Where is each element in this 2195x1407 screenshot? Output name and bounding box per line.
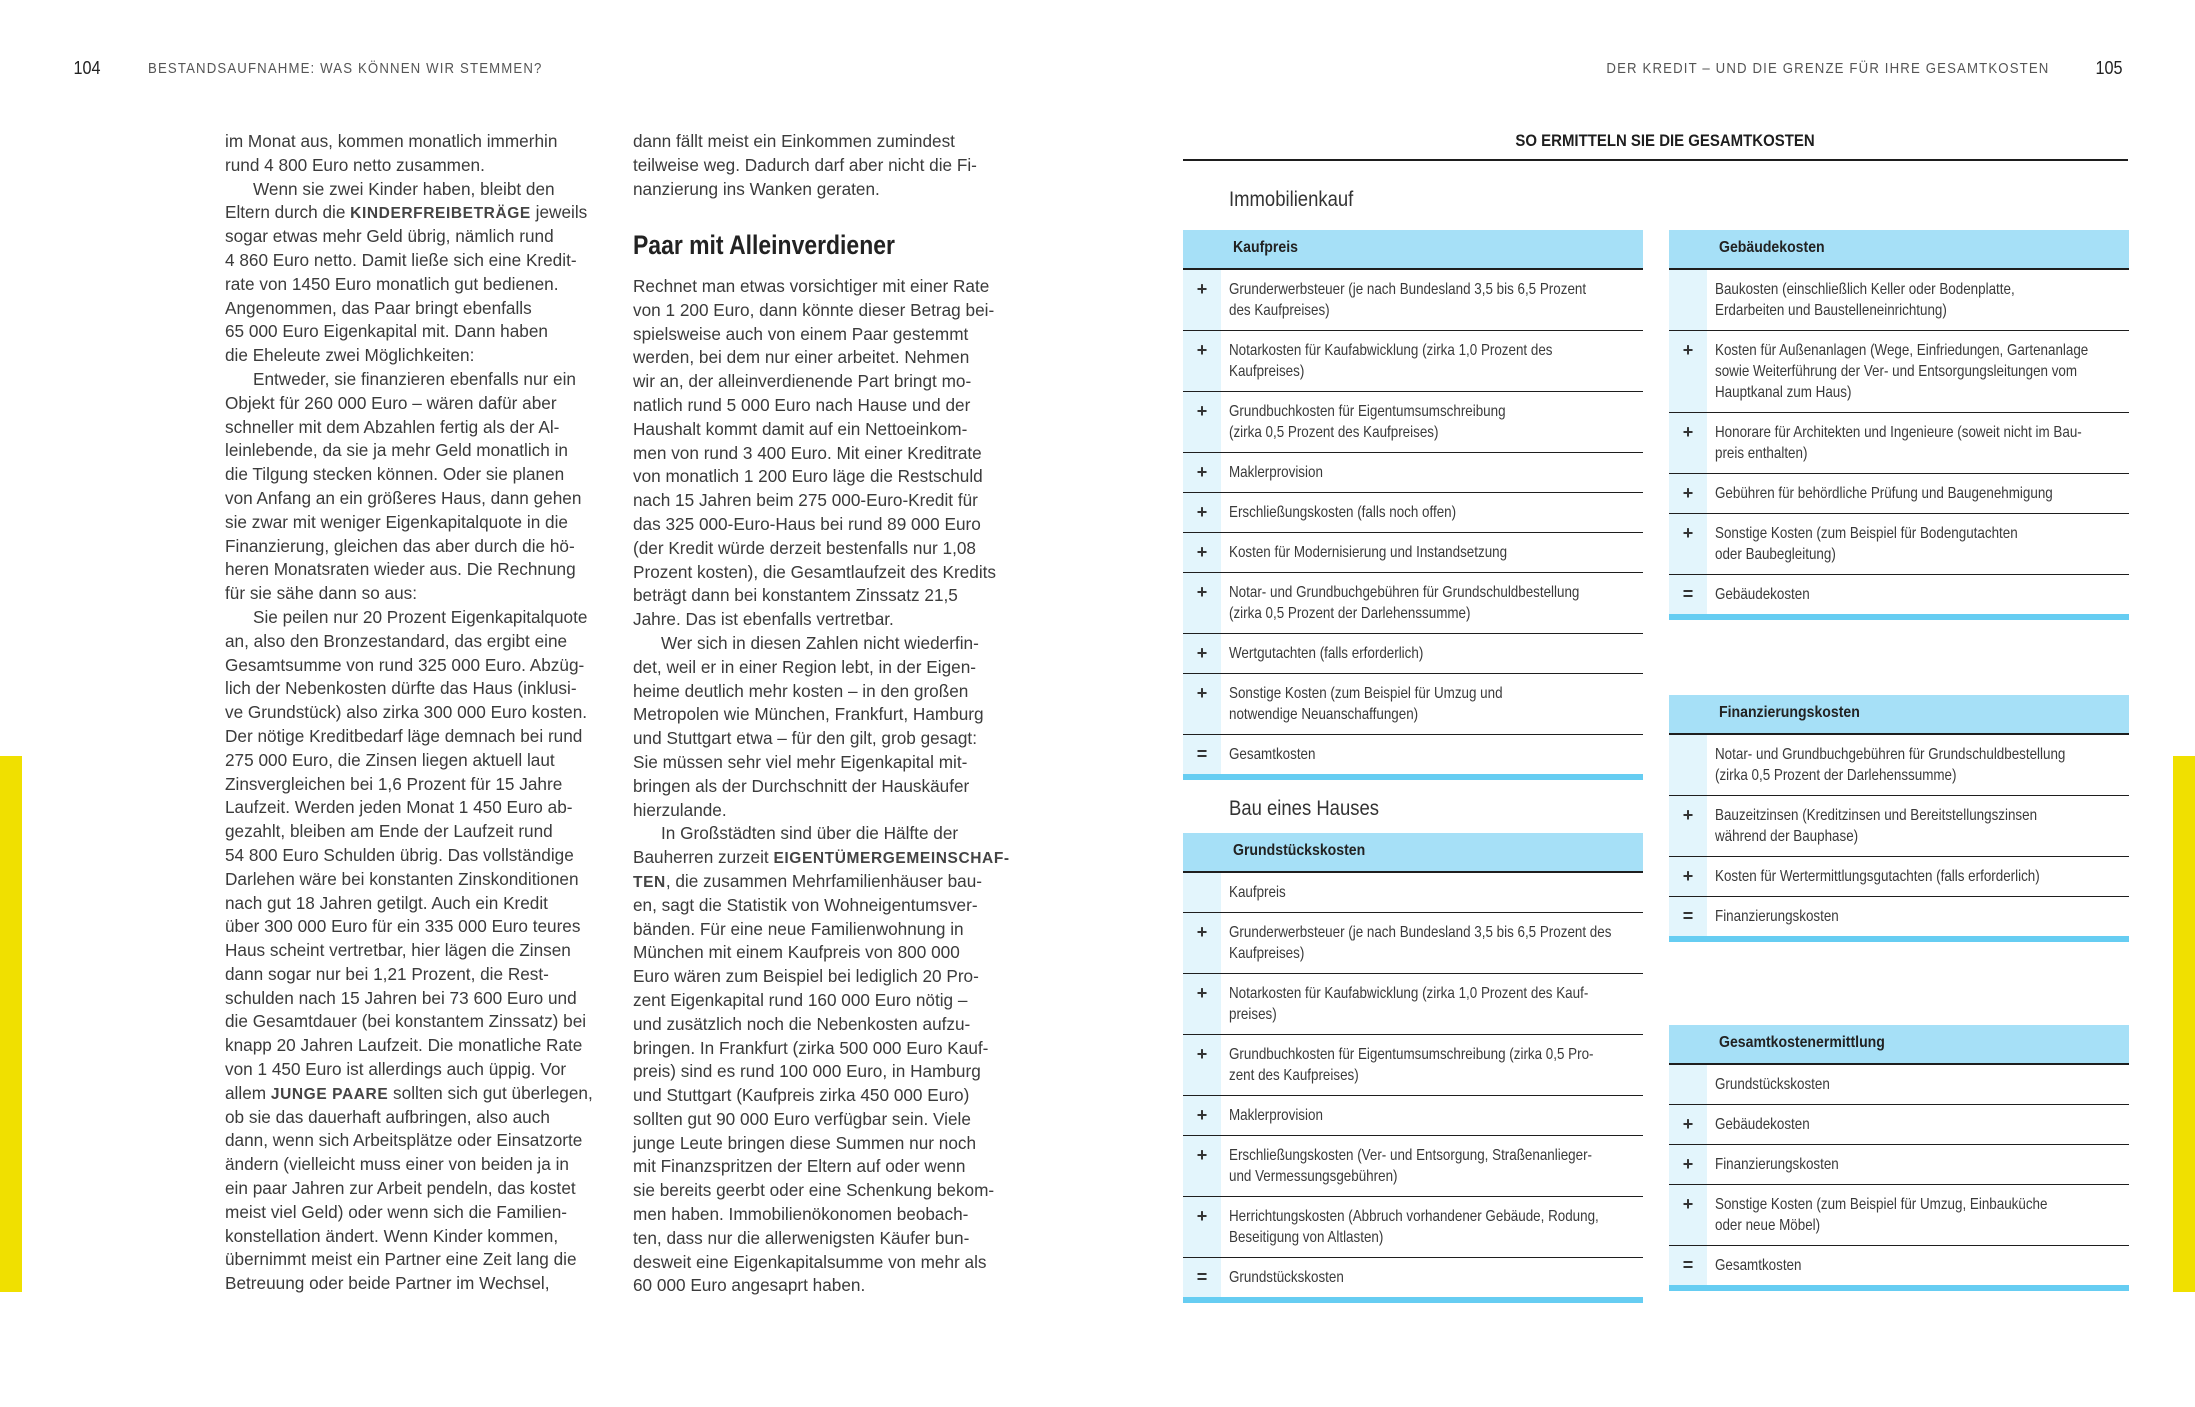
text-line: die Eheleute zwei Möglichkeiten: xyxy=(225,345,475,366)
text-line: nach 15 Jahren beim 275 000-Euro-Kredit für xyxy=(633,490,978,511)
table-cell-text xyxy=(1229,674,1642,734)
equals-icon: = xyxy=(1682,906,1694,926)
table-row xyxy=(1669,413,2129,474)
cell-line: oder Baubegleitung) xyxy=(1715,546,1836,563)
table-total-row xyxy=(1183,735,1643,774)
text-line: Der nötige Kreditbedarf läge demnach bei rund xyxy=(225,725,583,746)
plus-icon: + xyxy=(1196,643,1208,663)
text-line xyxy=(633,846,1033,870)
equals-icon: = xyxy=(1196,1267,1208,1287)
table-cell-text xyxy=(1715,1185,2128,1245)
left-page-number: 104 xyxy=(73,58,101,78)
text-line: das 325 000-Euro-Haus bei rund 89 000 Euro xyxy=(633,513,981,534)
text-line: preis) sind es rund 100 000 Euro, in Hamburg xyxy=(633,1061,981,1082)
text-line: bänden. Für eine neue Familienwohnung in xyxy=(633,918,964,939)
text-line: Darlehen wäre bei konstanten Zinskonditionen xyxy=(225,868,579,889)
text-line: 4 860 Euro netto. Damit ließe sich eine Kredit- xyxy=(225,249,577,270)
highlighted-term: JUNGE PAARE xyxy=(270,1085,389,1103)
table-cell-text xyxy=(1715,474,2128,513)
text-line: mit Finanzspritzen der Eltern auf oder wenn xyxy=(633,1156,966,1177)
text-line: spielsweise auch von einem Paar gestemmt xyxy=(633,323,969,344)
table-row xyxy=(1669,1105,2129,1145)
text-line: wir an, der alleinverdienende Part bringt mo- xyxy=(633,371,972,392)
text-line: und zusätzlich noch die Nebenkosten aufzu- xyxy=(633,1013,971,1034)
table-row xyxy=(1183,573,1643,634)
cell-line: zent des Kaufpreises) xyxy=(1229,1067,1359,1084)
table-cell-text xyxy=(1229,392,1642,452)
cell-line: Kosten für Wertermittlungsgutachten (falls erforderlich) xyxy=(1715,868,2040,885)
plus-icon: + xyxy=(1682,1154,1694,1174)
text-run: jeweils xyxy=(530,202,588,223)
left-running-head: BESTANDSAUFNAHME: WAS KÖNNEN WIR STEMMEN? xyxy=(148,60,543,77)
table-row xyxy=(1183,913,1643,974)
right-edge-marker xyxy=(2173,756,2195,1292)
table-finanzierungskosten xyxy=(1669,695,2129,942)
section-label-immobilienkauf: Immobilienkauf xyxy=(1229,188,1354,211)
cell-line: oder neue Möbel) xyxy=(1715,1217,1821,1234)
table-gebaeudekosten xyxy=(1669,230,2129,620)
cell-line: Grundbuchkosten für Eigentumsumschreibung (zirka 0,5 Pro- xyxy=(1229,1046,1594,1063)
table-cell-text xyxy=(1229,1096,1642,1135)
text-line: Finanzierung, gleichen das aber durch die hö- xyxy=(225,535,575,556)
plus-icon: + xyxy=(1196,462,1208,482)
table-title: Finanzierungskosten xyxy=(1719,704,1860,721)
box-title-rule xyxy=(1183,159,2128,161)
section-label-bau: Bau eines Hauses xyxy=(1229,797,1379,820)
text-line: lich der Nebenkosten dürfte das Haus (inklusi- xyxy=(225,678,577,699)
cell-line: Bauzeitzinsen (Kreditzinsen und Bereitstellungszinsen xyxy=(1715,807,2038,824)
table-total-row xyxy=(1669,1246,2129,1285)
text-line: dann sogar nur bei 1,21 Prozent, die Rest- xyxy=(225,963,549,984)
text-line: Wenn sie zwei Kinder haben, bleibt den xyxy=(253,178,555,199)
cell-line: sowie Weiterführung der Ver- und Entsorgungsleitungen vom xyxy=(1715,363,2078,380)
table-footer-bar xyxy=(1669,936,2129,942)
plus-icon: + xyxy=(1196,1145,1208,1165)
table-cell-text xyxy=(1229,453,1642,492)
plus-icon: + xyxy=(1196,683,1208,703)
cell-line: Maklerprovision xyxy=(1229,464,1323,481)
table-row xyxy=(1669,857,2129,897)
plus-icon: + xyxy=(1196,1206,1208,1226)
table-header xyxy=(1183,833,1643,873)
text-line: sie bereits geerbt oder eine Schenkung bekom- xyxy=(633,1180,995,1201)
cell-line: Finanzierungskosten xyxy=(1715,908,1839,925)
plus-icon: + xyxy=(1196,502,1208,522)
text-line: konstellation ändert. Wenn Kinder kommen, xyxy=(225,1225,559,1246)
text-line: Euro wären zum Beispiel bei lediglich 20 Pro- xyxy=(633,966,979,987)
plus-icon: + xyxy=(1196,401,1208,421)
text-line: Zinsvergleichen bei 1,6 Prozent für 15 Jahre xyxy=(225,773,563,794)
table-row xyxy=(1183,1035,1643,1096)
table-header xyxy=(1669,695,2129,735)
cell-line: während der Bauphase) xyxy=(1715,828,1859,845)
table-row xyxy=(1669,331,2129,413)
plus-icon: + xyxy=(1196,279,1208,299)
cell-line: Baukosten (einschließlich Keller oder Bodenplatte, xyxy=(1715,281,2015,298)
table-row xyxy=(1669,514,2129,575)
cell-line: Kosten für Außenanlagen (Wege, Einfriedungen, Gartenanlage xyxy=(1715,342,2089,359)
table-header xyxy=(1183,230,1643,270)
cell-line: Herrichtungskosten (Abbruch vorhandener Gebäude, Rodung, xyxy=(1229,1208,1599,1225)
cell-line: Gebühren für behördliche Prüfung und Baugenehmigung xyxy=(1715,485,2053,502)
text-line: Rechnet man etwas vorsichtiger mit einer Rate xyxy=(633,276,990,296)
table-row xyxy=(1183,1096,1643,1136)
section-heading: Paar mit Alleinverdiener xyxy=(633,230,895,260)
table-row xyxy=(1669,474,2129,514)
text-line: Entweder, sie finanzieren ebenfalls nur ein xyxy=(253,368,576,389)
text-line: sogar etwas mehr Geld übrig, nämlich rund xyxy=(225,226,554,247)
text-line: nach gut 18 Jahren getilgt. Auch ein Kredit xyxy=(225,892,548,913)
table-row xyxy=(1183,674,1643,735)
cell-line: Grunderwerbsteuer (je nach Bundesland 3,5 bis 6,5 Prozent xyxy=(1229,281,1587,298)
plus-icon: + xyxy=(1682,866,1694,886)
table-gesamtkostenermittlung xyxy=(1669,1025,2129,1291)
text-line: 65 000 Euro Eigenkapital mit. Dann haben xyxy=(225,321,548,342)
text-line: die Gesamtdauer (bei konstantem Zinssatz) bei xyxy=(225,1011,587,1032)
table-cell-text xyxy=(1715,897,2128,936)
table-grundstueckskosten xyxy=(1183,833,1643,1303)
cell-line: Gesamtkosten xyxy=(1715,1257,1802,1274)
table-header-sign-cell xyxy=(1669,1025,1707,1063)
table-footer-bar xyxy=(1669,1285,2129,1291)
text-line: Haus scheint vertretbar, hier lägen die Zinsen xyxy=(225,940,571,961)
cell-line: Finanzierungskosten xyxy=(1715,1156,1839,1173)
box-title: SO ERMITTELN SIE DIE GESAMTKOSTEN xyxy=(1515,131,1815,150)
text-line: junge Leute bringen diese Summen nur noch xyxy=(633,1132,977,1153)
text-line: von Anfang an ein größeres Haus, dann gehen xyxy=(225,487,582,508)
table-header xyxy=(1669,1025,2129,1065)
plus-icon: + xyxy=(1196,1044,1208,1064)
table-header-sign-cell xyxy=(1669,230,1707,268)
table-row xyxy=(1669,1185,2129,1246)
text-line: im Monat aus, kommen monatlich immerhin xyxy=(225,131,558,151)
table-cell-text xyxy=(1715,270,2128,330)
text-line: ändern (vielleicht muss einer von beiden ja in xyxy=(225,1154,569,1175)
text-line: von 1 450 Euro ist allerdings auch üppig. Vor xyxy=(225,1059,567,1080)
text-line: Laufzeit. Werden jeden Monat 1 450 Euro ab- xyxy=(225,797,573,818)
cell-line: Erschließungskosten (Ver- und Entsorgung, Straßenanlieger- xyxy=(1229,1147,1593,1164)
plus-icon: + xyxy=(1196,340,1208,360)
text-line: dann fällt meist ein Einkommen zumindest xyxy=(633,131,955,151)
table-cell-text xyxy=(1229,573,1642,633)
text-line: Jahre. Das ist ebenfalls vertretbar. xyxy=(633,609,894,630)
text-line: desweit eine Eigenkapitalsumme von mehr als xyxy=(633,1251,987,1272)
table-row xyxy=(1669,796,2129,857)
table-row xyxy=(1669,735,2129,796)
cell-line: Notar- und Grundbuchgebühren für Grundschuldbestellung xyxy=(1229,584,1580,601)
table-cell-text xyxy=(1229,735,1642,774)
equals-icon: = xyxy=(1196,744,1208,764)
table-kaufpreis xyxy=(1183,230,1643,780)
table-cell-text xyxy=(1229,974,1642,1034)
table-row xyxy=(1183,974,1643,1035)
cell-line: Kaufpreises) xyxy=(1229,945,1305,962)
text-line: von 1 200 Euro, dann könnte dieser Betrag bei- xyxy=(633,299,995,320)
table-row xyxy=(1183,331,1643,392)
left-edge-marker xyxy=(0,756,22,1292)
text-line: die Tilgung stecken können. Oder sie planen xyxy=(225,464,565,485)
cell-line: preises) xyxy=(1229,1006,1277,1023)
table-cell-text xyxy=(1229,1035,1642,1095)
cell-line: Grunderwerbsteuer (je nach Bundesland 3,5 bis 6,5 Prozent des xyxy=(1229,924,1612,941)
text-line: gezahlt, bleiben am Ende der Laufzeit rund xyxy=(225,821,553,842)
table-cell-text xyxy=(1715,735,2128,795)
text-line: schneller mit dem Abzahlen fertig als der Al- xyxy=(225,416,560,437)
table-cell-text xyxy=(1229,1258,1642,1297)
text-line: 60 000 Euro angesaprt haben. xyxy=(633,1275,866,1296)
cell-line: Kaufpreis xyxy=(1229,884,1286,901)
cell-line: Notarkosten für Kaufabwicklung (zirka 1,0 Prozent des xyxy=(1229,342,1553,359)
cell-line: notwendige Neuanschaffungen) xyxy=(1229,706,1419,723)
text-line: werden, bei dem nur einer arbeitet. Nehmen xyxy=(633,347,970,368)
text-line: zent Eigenkapital rund 160 000 Euro nötig – xyxy=(633,989,968,1010)
text-line: heren Monatsraten wieder aus. Die Rechnung xyxy=(225,559,576,580)
plus-icon: + xyxy=(1682,523,1694,543)
plus-icon: + xyxy=(1196,542,1208,562)
text-line: teilweise weg. Dadurch darf aber nicht die Fi- xyxy=(633,154,977,175)
table-cell-text xyxy=(1229,634,1642,673)
table-row xyxy=(1183,1136,1643,1197)
cell-line: Maklerprovision xyxy=(1229,1107,1323,1124)
cell-line: Sonstige Kosten (zum Beispiel für Umzug, Einbauküche xyxy=(1715,1196,2048,1213)
text-line: (der Kredit würde derzeit bestenfalls nur 1,08 xyxy=(633,537,976,558)
table-cell-text xyxy=(1229,270,1642,330)
text-line: Haushalt kommt damit auf ein Nettoeinkom- xyxy=(633,418,968,439)
cell-line: (zirka 0,5 Prozent der Darlehenssumme) xyxy=(1229,605,1471,622)
text-line: bringen. In Frankfurt (zirka 500 000 Euro Kauf- xyxy=(633,1037,989,1058)
text-line: schulden nach 15 Jahren bei 73 600 Euro und xyxy=(225,987,577,1008)
text-line: Betreuung oder beide Partner im Wechsel, xyxy=(225,1273,550,1294)
table-row xyxy=(1669,1145,2129,1185)
table-footer-bar xyxy=(1183,1297,1643,1303)
plus-icon: + xyxy=(1682,1194,1694,1214)
table-header xyxy=(1669,230,2129,270)
text-line: bringen als der Durchschnitt der Hauskäufer xyxy=(633,775,970,796)
cell-line: Erschließungskosten (falls noch offen) xyxy=(1229,504,1457,521)
right-running-head: DER KREDIT – UND DIE GRENZE FÜR IHRE GESAMTKOSTEN xyxy=(1605,60,2049,77)
text-line: München mit einem Kaufpreis von 800 000 xyxy=(633,942,960,963)
text-line: ob sie das dauerhaft aufbringen, also auch xyxy=(225,1106,550,1127)
table-cell-text xyxy=(1715,514,2128,574)
text-run: allem xyxy=(225,1082,271,1103)
cell-line: Gebäudekosten xyxy=(1715,586,1810,603)
table-row xyxy=(1183,453,1643,493)
equals-icon: = xyxy=(1682,584,1694,604)
table-cell-text xyxy=(1229,533,1642,572)
table-header-sign-cell xyxy=(1183,833,1221,871)
table-total-row xyxy=(1183,1258,1643,1297)
table-footer-bar xyxy=(1183,774,1643,780)
text-column-2-top xyxy=(633,130,1033,201)
cell-line: Kosten für Modernisierung und Instandsetzung xyxy=(1229,544,1508,561)
table-footer-bar xyxy=(1669,614,2129,620)
text-line: en, sagt die Statistik von Wohneigentumsver- xyxy=(633,894,978,915)
text-line: det, weil er in einer Region lebt, in der Eigen- xyxy=(633,656,976,677)
table-title: Grundstückskosten xyxy=(1233,842,1366,859)
table-header-sign-cell xyxy=(1669,695,1707,733)
cell-line: Honorare für Architekten und Ingenieure (soweit nicht im Bau- xyxy=(1715,424,2082,441)
text-run: Bauherren zurzeit xyxy=(633,847,774,868)
text-line: von monatlich 1 200 Euro läge die Restschuld xyxy=(633,466,983,487)
text-run: sollten sich gut überlegen, xyxy=(388,1082,593,1103)
text-line: übernimmt meist ein Partner eine Zeit lang die xyxy=(225,1249,577,1270)
table-total-row xyxy=(1669,897,2129,936)
table-row xyxy=(1183,270,1643,331)
text-line: Prozent kosten), die Gesamtlaufzeit des Kredits xyxy=(633,561,997,582)
text-line: für sie sähe dann so aus: xyxy=(225,583,418,604)
text-line: nanzierung ins Wanken geraten. xyxy=(633,178,880,199)
cell-line: Notarkosten für Kaufabwicklung (zirka 1,0 Prozent des Kauf- xyxy=(1229,985,1589,1002)
table-cell-text xyxy=(1715,1065,2128,1104)
text-line: über 300 000 Euro für ein 335 000 Euro teures xyxy=(225,916,581,937)
cell-line: Kaufpreises) xyxy=(1229,363,1305,380)
cell-line: Gebäudekosten xyxy=(1715,1116,1810,1133)
text-line: Sie peilen nur 20 Prozent Eigenkapitalquote xyxy=(253,606,588,627)
text-line: ten, dass nur die allerwenigsten Käufer bun- xyxy=(633,1227,970,1248)
text-run: Eltern durch die xyxy=(225,202,351,223)
table-title: Kaufpreis xyxy=(1233,239,1298,256)
text-line: Metropolen wie München, Frankfurt, Hamburg xyxy=(633,704,984,725)
text-line: Angenommen, das Paar bringt ebenfalls xyxy=(225,297,532,318)
text-line: leinlebende, da sie ja mehr Geld monatlich in xyxy=(225,440,568,461)
text-line: und Stuttgart (Kaufpreis zirka 450 000 Euro) xyxy=(633,1085,970,1106)
cell-line: Grundbuchkosten für Eigentumsumschreibung xyxy=(1229,403,1506,420)
text-line: dann, wenn sich Arbeitsplätze oder Einsatzorte xyxy=(225,1130,583,1151)
table-cell-text xyxy=(1229,873,1642,912)
text-line: ve Grundstück) also zirka 300 000 Euro kosten. xyxy=(225,702,588,723)
cell-line: (zirka 0,5 Prozent der Darlehenssumme) xyxy=(1715,767,1957,784)
table-row xyxy=(1183,392,1643,453)
text-line xyxy=(225,201,610,225)
table-row xyxy=(1183,634,1643,674)
table-cell-text xyxy=(1229,493,1642,532)
plus-icon: + xyxy=(1196,922,1208,942)
cell-line: Grundstückskosten xyxy=(1229,1269,1344,1286)
table-row xyxy=(1183,1197,1643,1258)
cell-line: und Vermessungsgebühren) xyxy=(1229,1168,1398,1185)
table-cell-text xyxy=(1715,331,2128,412)
text-line: 54 800 Euro Schulden übrig. Das vollständige xyxy=(225,844,574,865)
highlighted-term: KINDERFREIBETRÄGE xyxy=(350,205,531,223)
table-row xyxy=(1669,270,2129,331)
highlighted-term: TEN xyxy=(633,873,666,891)
plus-icon: + xyxy=(1196,582,1208,602)
right-page-number: 105 xyxy=(2095,58,2123,78)
table-total-row xyxy=(1669,575,2129,614)
text-line xyxy=(633,870,1033,894)
cell-line: des Kaufpreises) xyxy=(1229,302,1330,319)
text-line: men von rund 3 400 Euro. Mit einer Kreditrate xyxy=(633,442,982,463)
cell-line: Hauptkanal zum Haus) xyxy=(1715,384,1852,401)
table-cell-text xyxy=(1229,913,1642,973)
text-line: heime deutlich mehr kosten – in den großen xyxy=(633,680,969,701)
cell-line: Grundstückskosten xyxy=(1715,1076,1830,1093)
plus-icon: + xyxy=(1682,483,1694,503)
text-line: sollten gut 90 000 Euro verfügbar sein. Viele xyxy=(633,1108,971,1129)
text-line xyxy=(225,1082,610,1106)
table-row xyxy=(1183,493,1643,533)
text-line: rate von 1450 Euro monatlich gut bedienen. xyxy=(225,273,559,294)
table-cell-text xyxy=(1229,1136,1642,1196)
cell-line: Notar- und Grundbuchgebühren für Grundschuldbestellung xyxy=(1715,746,2066,763)
cell-line: Sonstige Kosten (zum Beispiel für Bodengutachten xyxy=(1715,525,2018,542)
text-line: beträgt dann bei konstantem Zinssatz 21,5 xyxy=(633,585,958,606)
text-line: an, also den Bronzestandard, das ergibt eine xyxy=(225,630,568,651)
text-line: men haben. Immobilienökonomen beobach- xyxy=(633,1204,969,1225)
table-cell-text xyxy=(1715,1105,2128,1144)
plus-icon: + xyxy=(1682,340,1694,360)
text-line: Objekt für 260 000 Euro – wären dafür aber xyxy=(225,392,557,413)
text-column-2-body xyxy=(633,275,1033,1298)
text-line: Sie müssen sehr viel mehr Eigenkapital mit- xyxy=(633,751,968,772)
text-line: 275 000 Euro, die Zinsen liegen aktuell laut xyxy=(225,749,555,770)
table-header-sign-cell xyxy=(1183,230,1221,268)
text-line: natlich rund 5 000 Euro nach Hause und der xyxy=(633,394,971,415)
table-cell-text xyxy=(1715,857,2128,896)
cell-line: preis enthalten) xyxy=(1715,445,1808,462)
cell-line: Beseitigung von Altlasten) xyxy=(1229,1229,1384,1246)
text-run: , die zusammen Mehrfamilienhäuser bau- xyxy=(665,870,983,891)
cell-line: Gesamtkosten xyxy=(1229,746,1316,763)
cell-line: Wertgutachten (falls erforderlich) xyxy=(1229,645,1424,662)
text-line: sie zwar mit weniger Eigenkapitalquote in die xyxy=(225,511,568,532)
highlighted-term: EIGENTÜMERGEMEINSCHAF- xyxy=(773,850,1010,868)
table-cell-text xyxy=(1715,1145,2128,1184)
text-line: meist viel Geld) oder wenn sich die Familien- xyxy=(225,1201,567,1222)
text-line: und Stuttgart etwa – für den gilt, grob gesagt: xyxy=(633,728,977,749)
table-row xyxy=(1669,1065,2129,1105)
text-line: In Großstädten sind über die Hälfte der xyxy=(661,823,959,844)
equals-icon: = xyxy=(1682,1255,1694,1275)
plus-icon: + xyxy=(1196,983,1208,1003)
text-line: knapp 20 Jahren Laufzeit. Die monatliche Rate xyxy=(225,1035,583,1056)
plus-icon: + xyxy=(1682,422,1694,442)
text-line: ein paar Jahren zur Arbeit pendeln, das kostet xyxy=(225,1178,576,1199)
cell-line: Sonstige Kosten (zum Beispiel für Umzug und xyxy=(1229,685,1503,702)
table-cell-text xyxy=(1229,1197,1642,1257)
table-cell-text xyxy=(1715,575,2128,614)
table-cell-text xyxy=(1715,1246,2128,1285)
table-row xyxy=(1183,533,1643,573)
plus-icon: + xyxy=(1682,1114,1694,1134)
table-row xyxy=(1183,873,1643,913)
plus-icon: + xyxy=(1682,805,1694,825)
cell-line: (zirka 0,5 Prozent des Kaufpreises) xyxy=(1229,424,1439,441)
table-title: Gebäudekosten xyxy=(1719,239,1825,256)
text-line: Gesamtsumme von rund 325 000 Euro. Abzüg- xyxy=(225,654,585,675)
table-title: Gesamtkostenermittlung xyxy=(1719,1034,1885,1051)
table-cell-text xyxy=(1715,413,2128,473)
text-line: hierzulande. xyxy=(633,799,727,820)
text-line: rund 4 800 Euro netto zusammen. xyxy=(225,154,485,175)
text-column-1 xyxy=(225,130,610,1296)
table-cell-text xyxy=(1229,331,1642,391)
plus-icon: + xyxy=(1196,1105,1208,1125)
cell-line: Erdarbeiten und Baustelleneinrichtung) xyxy=(1715,302,1947,319)
table-cell-text xyxy=(1715,796,2128,856)
text-line: Wer sich in diesen Zahlen nicht wiederfin- xyxy=(661,632,979,653)
